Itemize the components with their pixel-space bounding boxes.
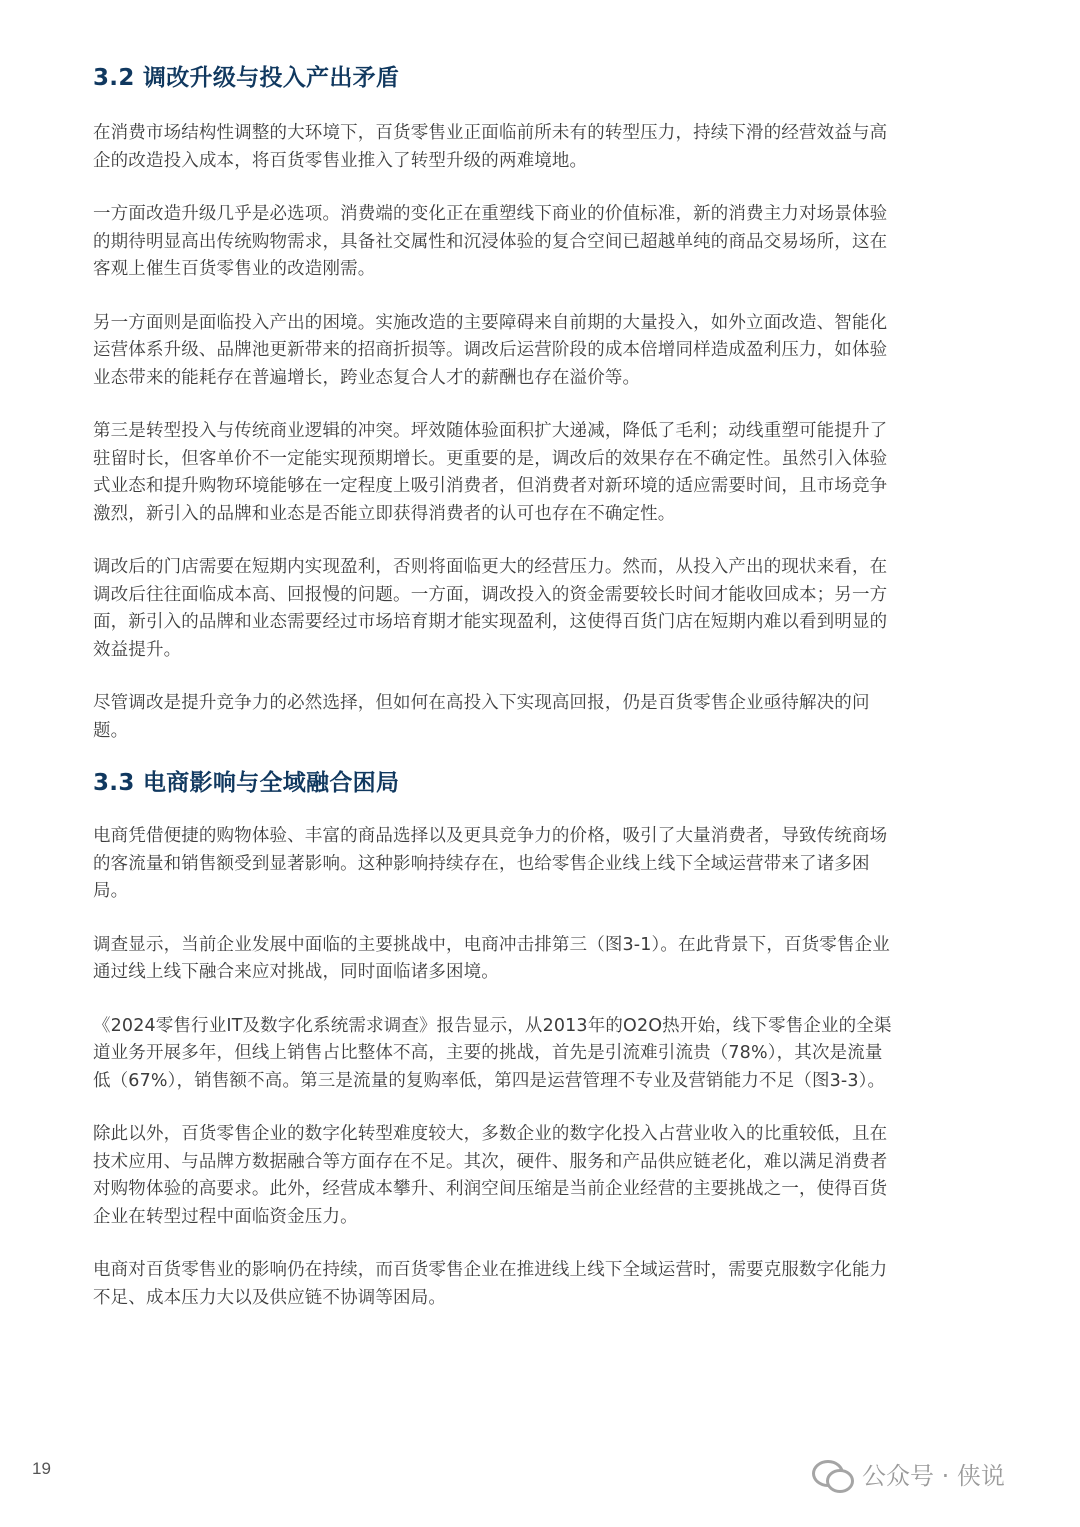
paragraph: 调改后的门店需要在短期内实现盈利，否则将面临更大的经营压力。然而，从投入产出的现状来看，在调改后往往面临成本高、回报慢的问题。一方面，调改投入的资金需要较长时间才能收回成本；另一方面，新引入的品牌和业态需要经过市场培育期才能实现盈利，这使得百货门店在短期内难以看到明显的效益提升。 [93,557,888,660]
paragraph: 除此以外，百货零售企业的数字化转型难度较大，多数企业的数字化投入占营业收入的比重较低，且在技术应用、与品牌方数据融合等方面存在不足。其次，硬件、服务和产品供应链老化，难以满足消费者对购物体验的高要求。此外，经营成本攀升、利润空间压缩是当前企业经营的主要挑战之一，使得百货企业在转型过程中面临资金压力。 [93,1124,888,1227]
paragraph: 在消费市场结构性调整的大环境下，百货零售业正面临前所未有的转型压力，持续下滑的经营效益与高企的改造投入成本，将百货零售业推入了转型升级的两难境地。 [93,123,888,171]
paragraph: 另一方面则是面临投入产出的困境。实施改造的主要障碍来自前期的大量投入，如外立面改造、智能化运营体系升级、品牌池更新带来的招商折损等。调改后运营阶段的成本倍增同样造成盈利压力，如体验业态带来的能耗存在普遍增长，跨业态复合人才的薪酬也存在溢价等。 [93,312,888,388]
paragraph: 电商凭借便捷的购物体验、丰富的商品选择以及更具竞争力的价格，吸引了大量消费者，导致传统商场的客流量和销售额受到显著影响。这种影响持续存在，也给零售企业线上线下全域运营带来了诸多困局。 [93,826,888,901]
watermark-text: 公众号 · 侠说 [862,1462,1005,1490]
document-body [93,58,893,1338]
paragraph: 电商对百货零售业的影响仍在持续，而百货零售企业在推进线上线下全域运营时，需要克服数字化能力不足、成本压力大以及供应链不协调等困局。 [93,1260,888,1308]
section-title-3-2: 3.2 调改升级与投入产出矛盾 [93,65,400,91]
section-title-3-3: 3.3 电商影响与全域融合困局 [93,770,400,796]
paragraph: 尽管调改是提升竞争力的必然选择，但如何在高投入下实现高回报，仍是百货零售企业亟待解决的问题。 [93,693,870,741]
watermark [812,1456,1005,1491]
page-number: 19 [32,1459,51,1478]
paragraph: 一方面改造升级几乎是必选项。消费端的变化正在重塑线下商业的价值标准，新的消费主力对场景体验的期待明显高出传统购物需求，具备社交属性和沉浸体验的复合空间已超越单纯的商品交易场所，这在客观上催生百货零售业的改造刚需。 [93,204,888,279]
paragraph: 《2024零售行业IT及数字化系统需求调查》报告显示，从2013年的O2O热开始，线下零售企业的全渠道业务开展多年，但线上销售占比整体不高，主要的挑战，首先是引流难引流贵（78%），其次是流量低（67%），销售额不高。第三是流量的复购率低，第四是运营管理不专业及营销能力不足（图3-3）。 [93,1015,892,1091]
paragraph: 调查显示，当前企业发展中面临的主要挑战中，电商冲击排第三（图3-1）。在此背景下，百货零售企业通过线上线下融合来应对挑战，同时面临诸多困境。 [93,934,890,982]
wechat-icon [812,1458,852,1490]
paragraph: 第三是转型投入与传统商业逻辑的冲突。坪效随体验面积扩大递减，降低了毛利；动线重塑可能提升了驻留时长，但客单价不一定能实现预期增长。更重要的是，调改后的效果存在不确定性。虽然引入体验式业态和提升购物环境能够在一定程度上吸引消费者，但消费者对新环境的适应需要时间，且市场竞争激烈，新引入的品牌和业态是否能立即获得消费者的认可也存在不确定性。 [93,421,888,524]
